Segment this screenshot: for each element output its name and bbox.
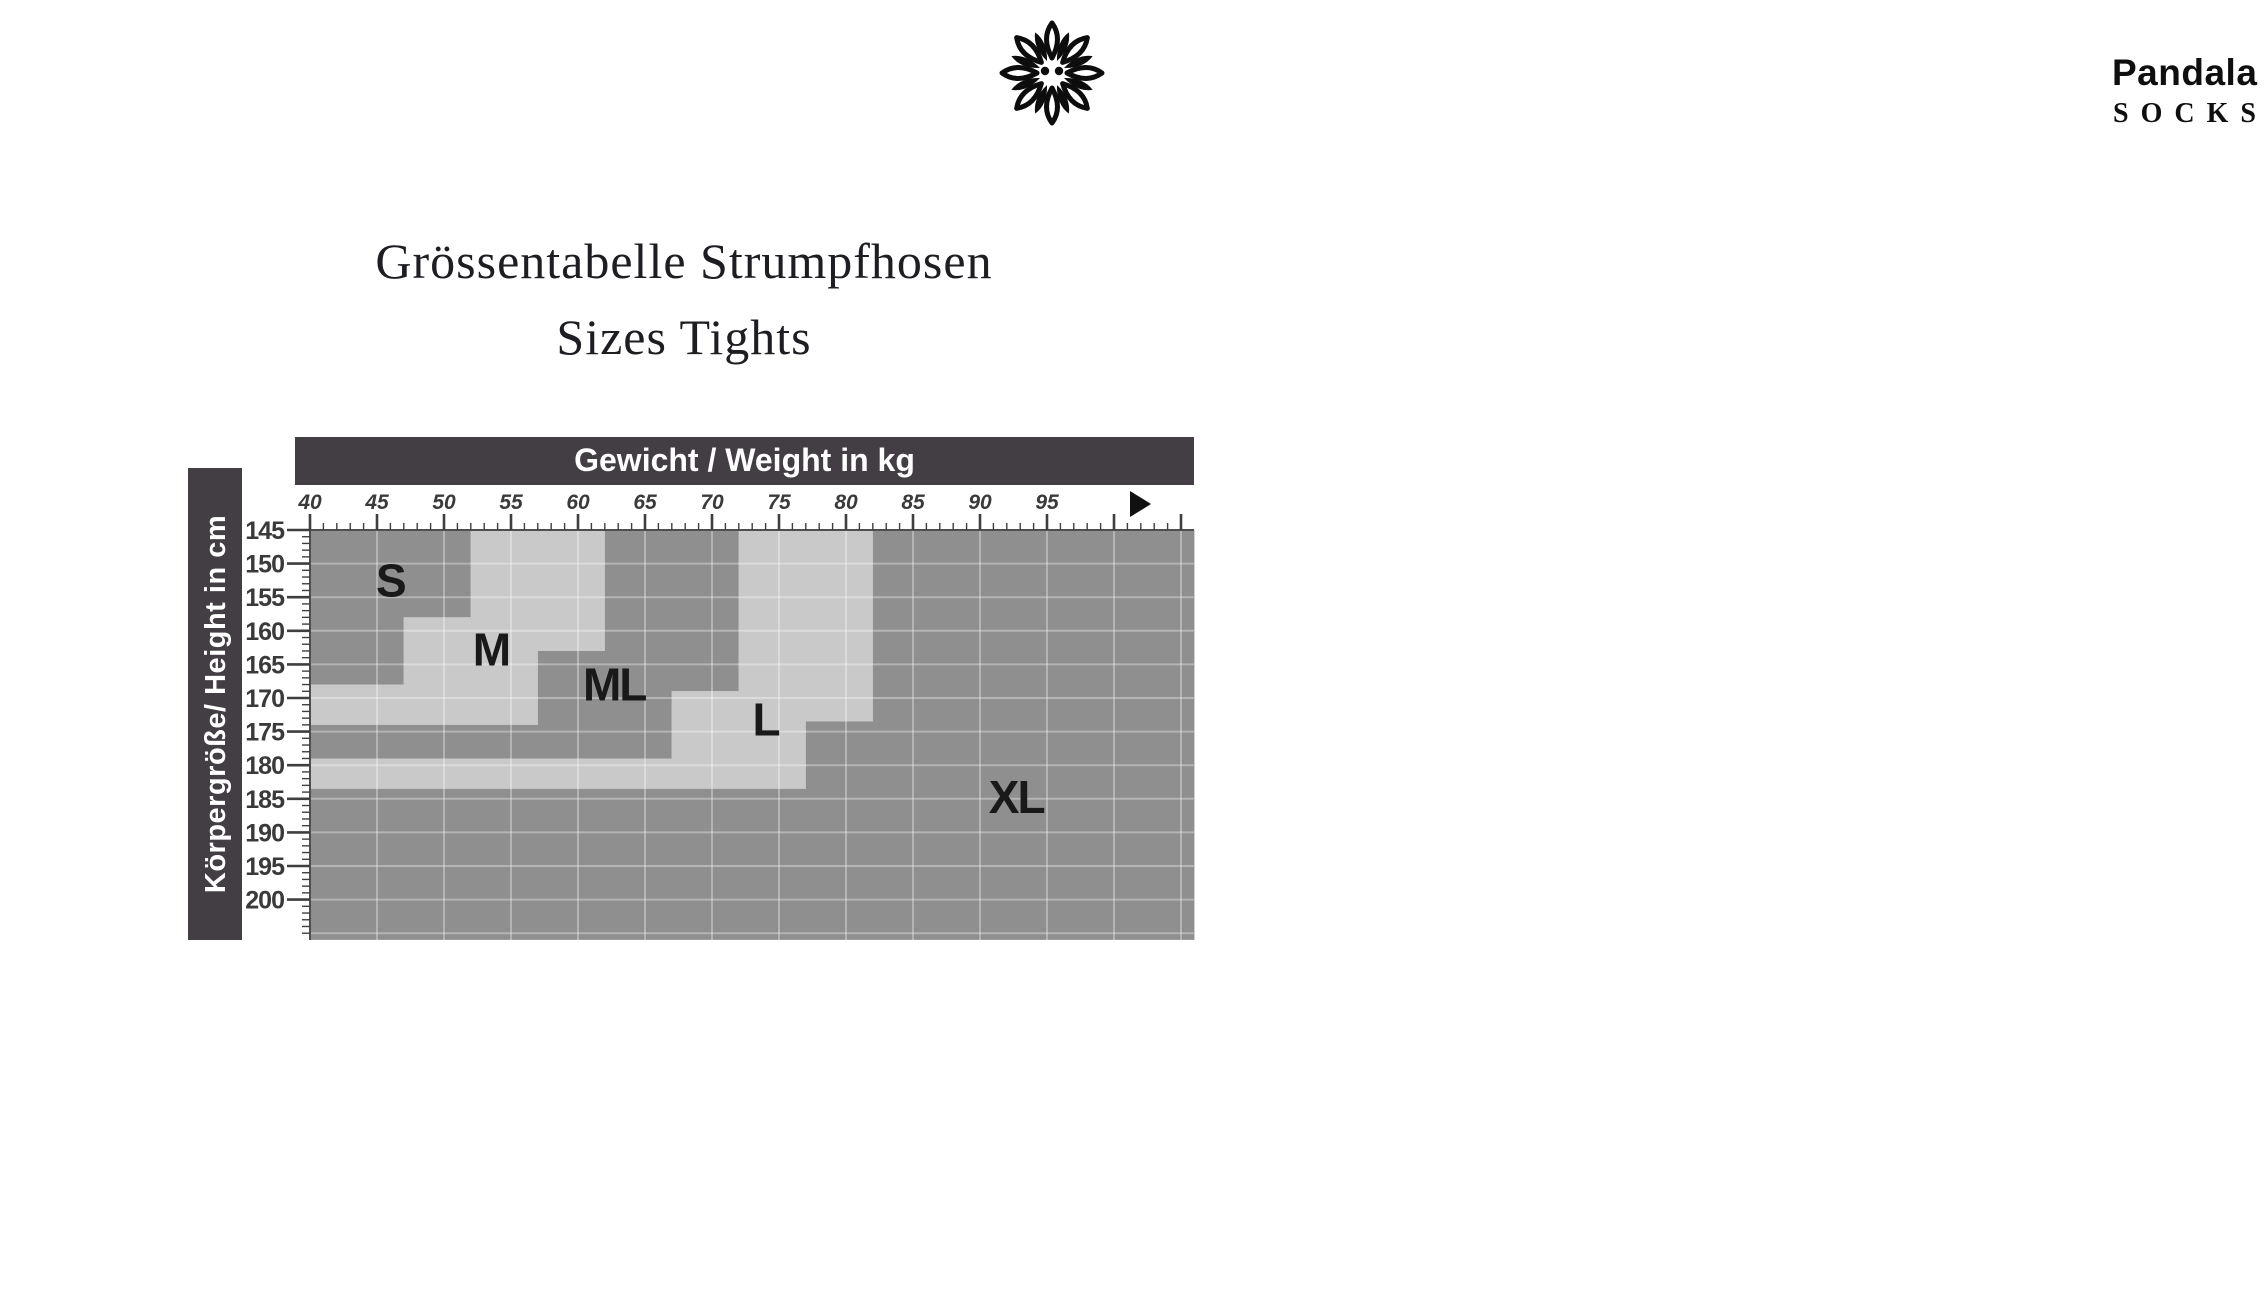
- x-tick-label: 65: [633, 491, 657, 514]
- x-tick-label: 40: [298, 491, 322, 514]
- y-tick-label: 175: [245, 718, 284, 747]
- y-tick-label: 180: [245, 752, 284, 781]
- x-tick-label: 50: [432, 491, 456, 514]
- y-axis-title: Körpergröße/ Height in cm: [200, 514, 232, 894]
- zone-label-s: S: [376, 554, 405, 607]
- x-tick-label: 85: [901, 491, 925, 514]
- x-tick-label: 95: [1035, 491, 1059, 514]
- y-tick-label: 155: [245, 584, 284, 613]
- y-tick-label: 145: [245, 517, 284, 545]
- y-tick-label: 200: [245, 886, 284, 915]
- zone-label-l: L: [752, 693, 779, 746]
- axis-arrow-icon: [1130, 491, 1151, 517]
- zone-label-ml: ML: [582, 658, 646, 711]
- x-tick-label: 75: [767, 491, 791, 514]
- y-tick-label: 190: [245, 819, 284, 848]
- y-tick-label: 165: [245, 651, 284, 680]
- brand-name: Pandala: [2112, 52, 2258, 93]
- y-tick-label: 150: [245, 550, 284, 579]
- zone-label-m: M: [472, 623, 510, 676]
- y-tick-label: 195: [245, 853, 284, 881]
- x-tick-label: 55: [499, 491, 523, 514]
- y-tick-label: 185: [245, 785, 284, 814]
- y-tick-label: 170: [245, 685, 284, 713]
- x-axis-title: Gewicht / Weight in kg: [574, 442, 915, 478]
- y-tick-label: 160: [245, 617, 284, 646]
- x-tick-label: 80: [834, 491, 858, 514]
- page-title-line2: Sizes Tights: [556, 309, 812, 365]
- zone-label-xl: XL: [988, 770, 1044, 823]
- x-tick-label: 90: [968, 491, 992, 514]
- x-tick-label: 60: [566, 491, 590, 514]
- page-title-line1: Grössentabelle Strumpfhosen: [375, 233, 993, 289]
- x-tick-label: 45: [365, 491, 389, 514]
- x-tick-label: 70: [700, 491, 724, 514]
- brand-subtitle: SOCKS: [2113, 98, 2268, 129]
